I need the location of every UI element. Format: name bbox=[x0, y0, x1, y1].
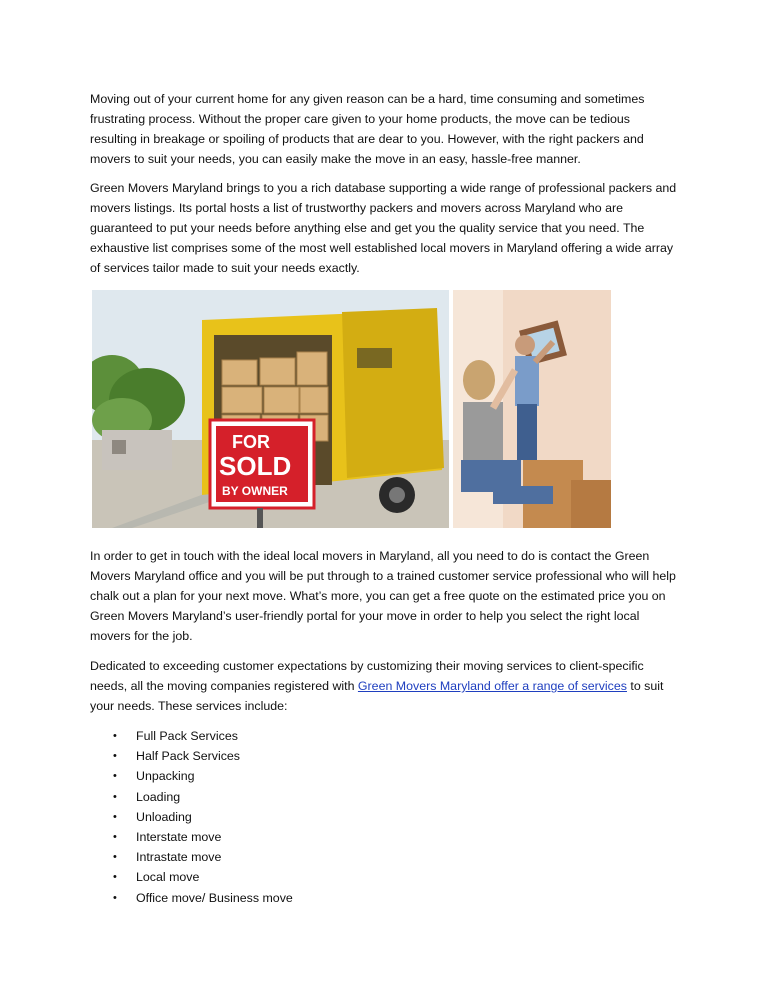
list-item bbox=[90, 888, 680, 908]
bullet-icon: • bbox=[113, 810, 117, 823]
document-page bbox=[90, 89, 680, 908]
bullet-icon: • bbox=[113, 851, 117, 864]
moving-truck-photo bbox=[92, 290, 449, 528]
bullet-icon: • bbox=[113, 770, 117, 783]
service-label: Unpacking bbox=[136, 769, 195, 784]
list-item bbox=[90, 847, 680, 867]
bullet-icon: • bbox=[113, 790, 117, 803]
paragraph-database: Green Movers Maryland brings to you a rich database supporting a wide range of professional packers and movers listings. Its portal hosts a list of trustworthy packers and movers across Maryland who are guaranteed to put your needs before anything else and get you the quality service that you need. The exhaustive list comprises some of the most well established local movers in Maryland offering a wide array of services tailor made to suit your needs exactly. bbox=[90, 181, 677, 275]
service-label: Unloading bbox=[136, 809, 192, 824]
bullet-icon: • bbox=[113, 871, 117, 884]
services-link[interactable]: Green Movers Maryland offer a range of services bbox=[357, 679, 627, 693]
list-item bbox=[90, 746, 680, 766]
sign-sold-text: SOLD bbox=[219, 451, 292, 481]
services-list bbox=[90, 726, 680, 908]
paragraph-intro: Moving out of your current home for any given reason can be a hard, time consuming and sometimes frustrating process. Without the proper care given to your home products, the move can be tedious resulting in breakage or spoiling of products that are dear to you. However, with the right packers and movers to suit your needs, you can easily make the move in an easy, hassle-free manner. bbox=[90, 92, 645, 166]
list-item bbox=[90, 807, 680, 827]
services-intro-text: Dedicated to exceeding customer expectations by customizing their moving services to client-specific needs, all the moving companies registered with bbox=[90, 659, 644, 693]
list-item bbox=[90, 766, 680, 786]
bullet-icon: • bbox=[113, 891, 117, 904]
sign-for-text: FOR bbox=[232, 432, 270, 452]
photo-strip bbox=[92, 290, 680, 528]
service-label: Intrastate move bbox=[136, 850, 222, 865]
list-item bbox=[90, 867, 680, 887]
service-label: Local move bbox=[136, 870, 200, 885]
bullet-icon: • bbox=[113, 730, 117, 742]
list-item bbox=[90, 787, 680, 807]
service-label: Loading bbox=[136, 789, 181, 804]
service-label: Interstate move bbox=[136, 830, 222, 845]
service-label: Office move/ Business move bbox=[136, 890, 293, 905]
list-item bbox=[90, 726, 680, 746]
couple-hanging-picture-photo bbox=[453, 290, 611, 528]
bullet-icon: • bbox=[113, 750, 117, 763]
list-item bbox=[90, 827, 680, 847]
services-intro-tail: to suit your needs. These services include: bbox=[90, 679, 664, 713]
paragraph-services-intro bbox=[90, 656, 680, 716]
service-label: Full Pack Services bbox=[136, 729, 238, 743]
paragraph-contact: In order to get in touch with the ideal local movers in Maryland, all you need to do is contact the Green Movers Maryland office and you will be put through to a trained customer service professional who will help chalk out a plan for your next move. What’s more, you can get a free quote on the estimated price you on Green Movers Maryland’s user-friendly portal for your move in order to help you select the right local movers for the job. bbox=[90, 549, 676, 643]
service-label: Half Pack Services bbox=[136, 749, 240, 764]
bullet-icon: • bbox=[113, 831, 117, 844]
sign-by-owner-text: BY OWNER bbox=[222, 484, 288, 498]
